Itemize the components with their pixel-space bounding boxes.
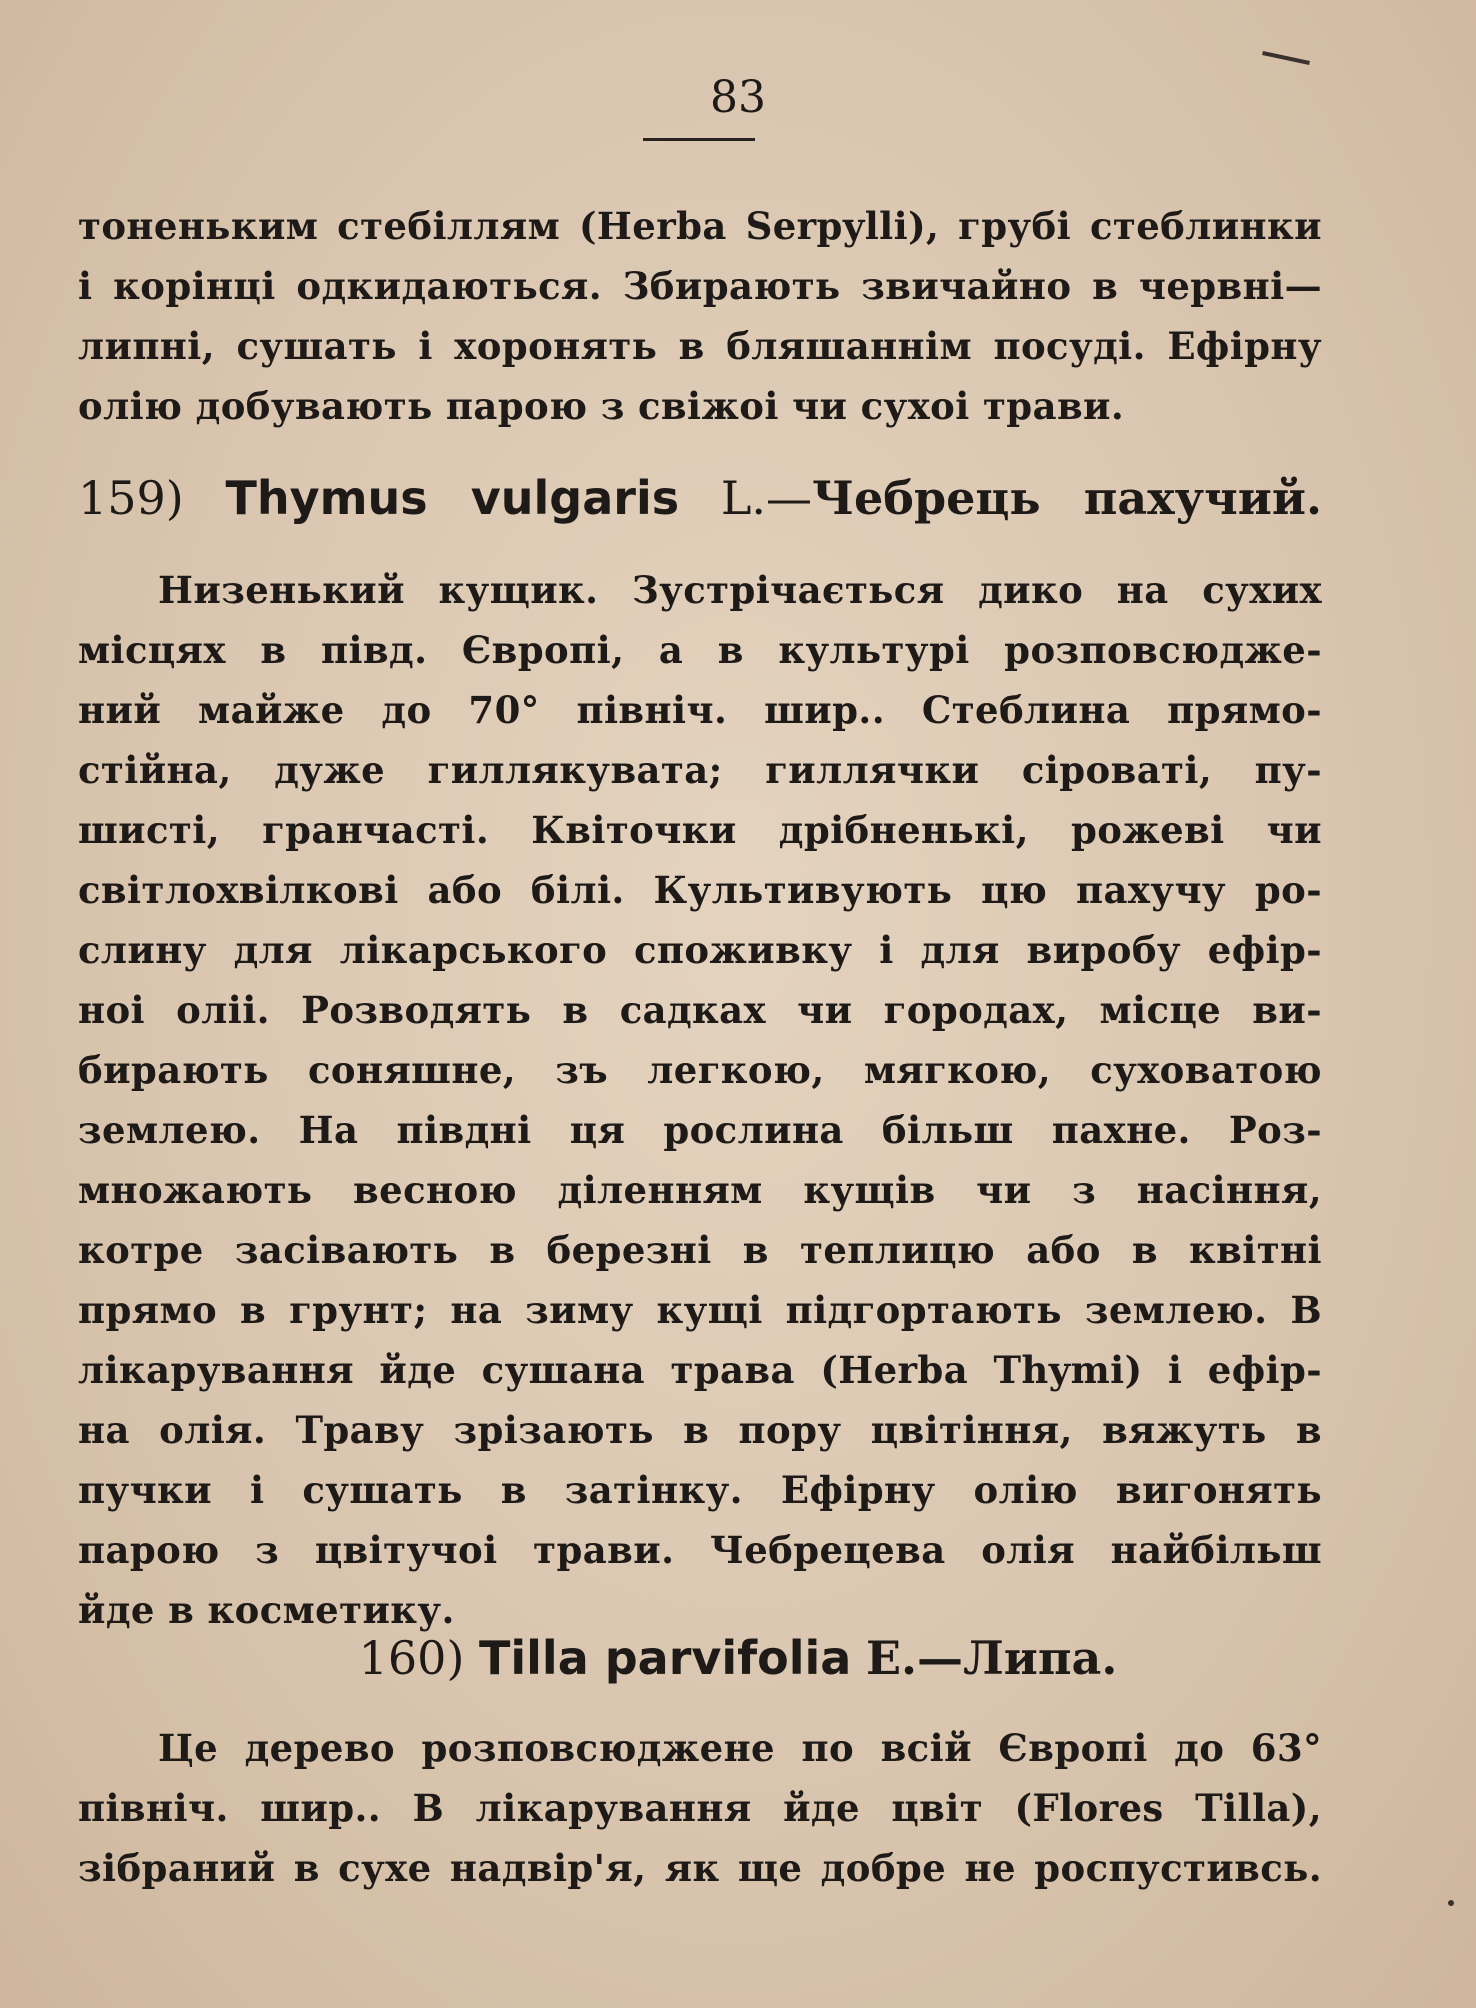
entry-159-author: L.— <box>720 471 813 525</box>
page-number-rule <box>643 138 755 141</box>
text-line: північ. шир.. В лікарування йде цвіт (Flores Tilla), <box>78 1786 1322 1830</box>
entry-160-number: 160) <box>358 1631 465 1685</box>
text-line: і корінці одкидаються. Збирають звичайно в червні— <box>78 264 1322 308</box>
text-line: прямо в грунт; на зиму кущі підгортають землею. В <box>78 1288 1322 1332</box>
text-line: пучки і сушать в затінку. Ефірну олію вигонять <box>78 1468 1322 1512</box>
text-line: світлохвілкові або білі. Культивують цю пахучу ро- <box>78 868 1322 912</box>
text-line: ний майже до 70° північ. шир.. Стеблина прямо- <box>78 688 1322 732</box>
text-line: Низенький кущик. Зустрічається дико на сухих <box>158 568 1322 612</box>
entry-160-heading <box>0 1628 1476 1688</box>
text-line: йде в косметику. <box>78 1588 455 1632</box>
corner-mark <box>1262 51 1310 65</box>
text-line: котре засівають в березні в теплицю або в квітні <box>78 1228 1322 1272</box>
text-line: множають весною діленням кущів чи з насіння, <box>78 1168 1322 1212</box>
text-line: ноі оліі. Розводять в садках чи городах, місце ви- <box>78 988 1322 1032</box>
text-line: Це дерево розповсюджене по всій Європі до 63° <box>158 1726 1322 1770</box>
entry-159-heading <box>78 468 1322 528</box>
text-line: лікарування йде сушана трава (Herba Thymi) і ефір- <box>78 1348 1322 1392</box>
entry-159-body <box>78 560 1322 1640</box>
text-line: бирають соняшне, зъ легкою, мягкою, суховатою <box>78 1048 1322 1092</box>
text-line: землею. На півдні ця рослина більш пахне. Роз- <box>78 1108 1322 1152</box>
entry-159-latin-name: Thymus vulgaris <box>225 471 680 525</box>
entry-159-number: 159) <box>78 471 184 525</box>
text-line: місцях в півд. Європі, а в культурі розповсюдже- <box>78 628 1322 672</box>
entry-159-ukrainian-name: Чебрець пахучий. <box>812 471 1323 525</box>
text-line: слину для лікарського споживку і для виробу ефір- <box>78 928 1322 972</box>
text-line: шисті, гранчасті. Квіточки дрібненькі, рожеві чи <box>78 808 1322 852</box>
entry-160-body <box>78 1718 1322 1898</box>
entry-160-ukrainian-name: Липа. <box>963 1631 1118 1685</box>
entry-160-latin-name: Tilla parvifolia <box>479 1631 852 1685</box>
page-number: 83 <box>710 72 766 123</box>
text-line: парою з цвітучоі трави. Чебрецева олія найбільш <box>78 1528 1322 1572</box>
text-line: липні, сушать і хоронять в бляшаннім посуді. Ефірну <box>78 324 1322 368</box>
text-line: на олія. Траву зрізають в пору цвітіння, вяжуть в <box>78 1408 1322 1452</box>
text-line: олію добувають парою з свіжоі чи сухоі трави. <box>78 384 1125 428</box>
entry-160-author: E.— <box>865 1631 964 1685</box>
text-line: стійна, дуже гиллякувата; гиллячки сіроваті, пу- <box>78 748 1322 792</box>
print-speck <box>1448 1900 1454 1906</box>
text-line: тоненьким стебіллям (Herba Serpylli), грубі стеблинки <box>78 204 1322 248</box>
intro-paragraph <box>78 196 1322 436</box>
text-line: зібраний в сухе надвір'я, як ще добре не роспустивсь. <box>78 1846 1322 1890</box>
